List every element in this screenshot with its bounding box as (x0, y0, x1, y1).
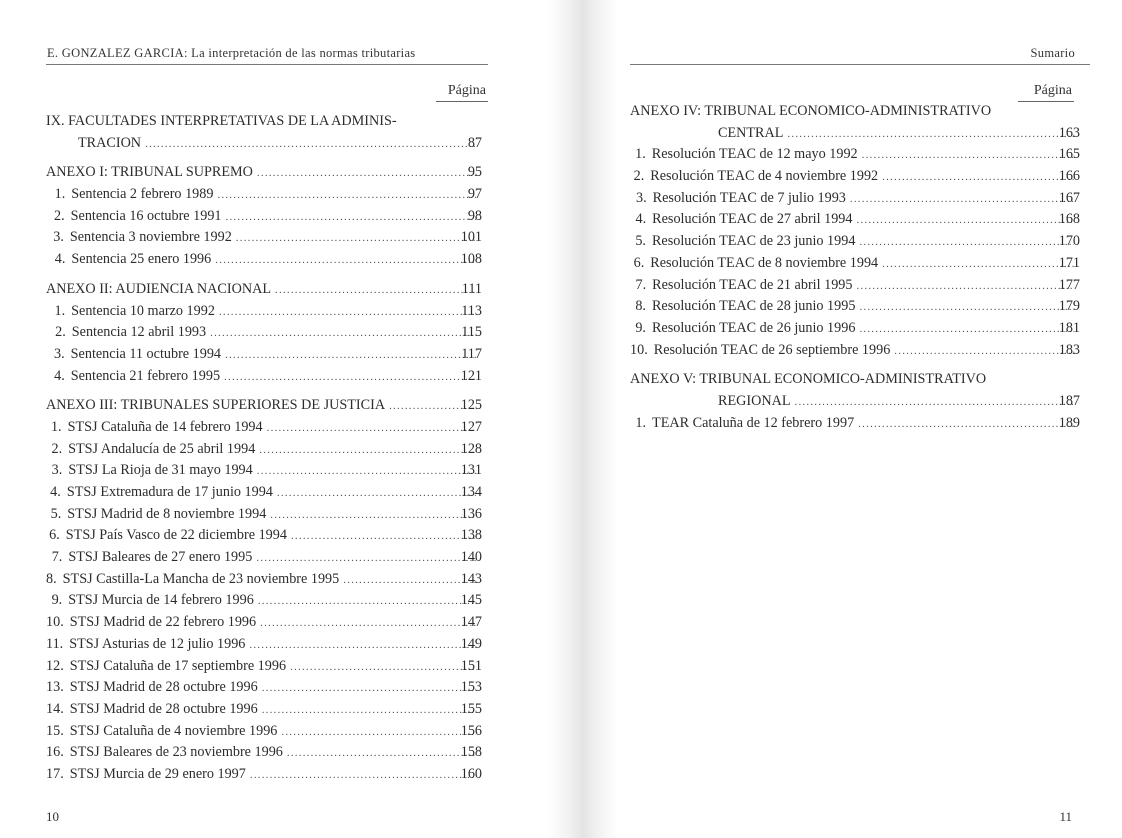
toc-entry (46, 439, 482, 461)
toc-entry-label: STSJ Madrid de 22 febrero 1996 (69, 614, 257, 631)
toc-entry-label: STSJ Castilla-La Mancha de 23 noviembre 1995 (62, 570, 340, 587)
toc-entry (46, 504, 482, 526)
toc-entry (630, 340, 1080, 362)
toc-anexo-iv (630, 123, 1080, 145)
toc-entry (46, 656, 482, 678)
toc-entry-label: CENTRAL (718, 124, 784, 141)
toc-entry-index: 1. (54, 302, 66, 319)
toc-entry-label: Resolución TEAC de 23 junio 1994 (651, 233, 856, 250)
toc-entry (630, 296, 1080, 318)
toc-entry (46, 525, 482, 547)
toc-entry-index: 7. (51, 549, 63, 566)
toc-entry-index: 5. (635, 233, 646, 250)
toc-entry-index: 5. (50, 505, 62, 522)
leader-dots (859, 319, 1074, 341)
left-page (0, 0, 548, 838)
leader-dots (210, 323, 476, 345)
leader-dots (249, 635, 476, 657)
toc-entry-page: 138 (460, 527, 482, 544)
toc-entry-index: 2. (53, 207, 65, 224)
toc-entry (630, 166, 1080, 188)
toc-entry-index: 2. (55, 324, 66, 341)
leader-dots (287, 743, 476, 765)
toc-entry-page: 97 (467, 186, 482, 203)
toc-entry-label: STSJ Extremadura de 17 junio 1994 (66, 484, 273, 500)
leader-dots (262, 700, 476, 722)
leader-dots (236, 228, 476, 250)
leader-dots (290, 657, 476, 679)
toc-entry-index: 3. (636, 189, 647, 206)
toc-entry-page: 166 (1058, 168, 1080, 185)
toc-entry (46, 742, 482, 764)
toc-anexo-v (630, 391, 1080, 413)
toc-entry-index: 1. (54, 186, 66, 203)
toc-entry (46, 206, 482, 228)
toc-entry-label: Resolución TEAC de 12 mayo 1992 (651, 146, 858, 163)
toc-entry-index: 3. (53, 229, 64, 246)
toc-entry (46, 547, 482, 569)
toc-entry-label: Sentencia 25 enero 1996 (71, 251, 212, 268)
leader-dots (259, 440, 476, 462)
toc-entry-label: STSJ País Vasco de 22 diciembre 1994 (65, 527, 287, 544)
leader-dots (270, 505, 476, 527)
toc-entry (630, 413, 1080, 435)
leader-dots (257, 163, 476, 185)
toc-entry-label: STSJ Madrid de 28 octubre 1996 (69, 700, 258, 717)
toc-entry (630, 231, 1080, 253)
toc-entry-page: 170 (1058, 233, 1080, 250)
leader-dots (856, 276, 1074, 298)
running-head: Sumario (1030, 46, 1075, 60)
toc-entry-label: Sentencia 11 octubre 1994 (70, 345, 222, 362)
toc-entry-page: 127 (460, 418, 482, 435)
toc-anexo-ii-items (46, 301, 482, 388)
pagina-rule (436, 101, 488, 102)
toc-entry-index: 6. (49, 527, 60, 544)
leader-dots (859, 297, 1074, 319)
toc-entry-label: Resolución TEAC de 26 septiembre 1996 (653, 341, 891, 358)
toc-entry-page: 113 (461, 302, 482, 319)
toc-entry-index: 1. (635, 146, 646, 163)
toc-entry (630, 209, 1080, 231)
leader-dots (856, 210, 1074, 232)
toc-entry-index: 10. (46, 614, 64, 631)
toc-entry-label: Sentencia 10 marzo 1992 (71, 302, 215, 319)
toc-entry-index: 2. (51, 440, 63, 457)
toc-entry-label: Sentencia 12 abril 1993 (71, 324, 207, 341)
toc-anexo-iii (46, 395, 482, 417)
right-page (618, 0, 1122, 838)
leader-dots (858, 414, 1074, 436)
toc-entry-page: 179 (1058, 298, 1080, 315)
toc-entry-page: 187 (1058, 392, 1080, 409)
toc-left (46, 111, 482, 786)
toc-entry-label: STSJ Murcia de 29 enero 1997 (69, 765, 246, 782)
toc-entry-index: 8. (635, 298, 646, 315)
toc-chapter-ix-line1: IX. FACULTADES INTERPRETATIVAS DE LA ADMINIS- (46, 113, 397, 129)
toc-entry-page: 156 (460, 722, 482, 739)
toc-entry-page: 153 (460, 679, 482, 696)
toc-entry (46, 764, 482, 786)
leader-dots (219, 302, 476, 324)
toc-entry-index: 15. (46, 722, 64, 739)
toc-entry-label: TEAR Cataluña de 12 febrero 1997 (652, 414, 855, 431)
pagina-label: Página (1033, 83, 1072, 98)
toc-entry-page: 171 (1058, 254, 1080, 271)
toc-anexo-i-items (46, 184, 482, 271)
toc-entry (630, 318, 1080, 340)
leader-dots (262, 678, 476, 700)
toc-entry (46, 721, 482, 743)
toc-entry-index: 9. (51, 592, 63, 609)
leader-dots (260, 613, 476, 635)
toc-anexo-i (46, 162, 482, 184)
toc-entry (46, 590, 482, 612)
toc-entry-label: Sentencia 21 febrero 1995 (70, 367, 221, 384)
toc-entry-index: 2. (633, 168, 645, 185)
leader-dots (250, 765, 476, 787)
toc-entry-index: 14. (46, 700, 64, 717)
page-number: 11 (1059, 809, 1072, 824)
toc-entry (46, 569, 482, 591)
toc-entry (46, 366, 482, 388)
toc-entry-label: Resolución TEAC de 7 julio 1993 (652, 189, 846, 206)
leader-dots (267, 418, 476, 440)
toc-anexo-v-line1: ANEXO V: TRIBUNAL ECONOMICO-ADMINISTRATIVO (630, 371, 987, 388)
toc-entry-page: 165 (1058, 146, 1080, 163)
toc-anexo-iii-items (46, 417, 482, 786)
leader-dots (256, 548, 476, 570)
toc-entry-label: Resolución TEAC de 28 junio 1995 (651, 298, 856, 315)
leader-dots (862, 145, 1074, 167)
toc-entry-label: Sentencia 16 octubre 1991 (70, 207, 222, 224)
toc-entry-index: 3. (51, 462, 63, 479)
toc-entry-page: 183 (1058, 341, 1080, 358)
toc-section-title: ANEXO III: TRIBUNALES SUPERIORES DE JUSTICIA (46, 397, 386, 414)
toc-entry-label: STSJ Madrid de 28 octubre 1996 (69, 679, 258, 696)
toc-entry (46, 227, 482, 249)
toc-entry-page: 111 (461, 280, 482, 297)
toc-entry-label: STSJ Baleares de 27 enero 1995 (68, 549, 253, 566)
toc-entry-page: 115 (461, 324, 482, 341)
toc-entry-page: 181 (1058, 319, 1080, 336)
toc-entry (630, 188, 1080, 210)
toc-entry-page: 95 (467, 164, 482, 181)
leader-dots (795, 392, 1074, 414)
toc-entry-index: 1. (635, 414, 647, 431)
toc-entry-index: 17. (46, 765, 64, 782)
leader-dots (258, 591, 476, 613)
toc-entry-label: REGIONAL (718, 392, 791, 409)
toc-entry-page: 155 (460, 700, 482, 717)
toc-entry-index: 16. (46, 744, 64, 761)
toc-entry-label: STSJ Andalucía de 25 abril 1994 (68, 440, 256, 457)
toc-entry-label: STSJ Madrid de 8 noviembre 1994 (67, 505, 267, 522)
leader-dots (343, 570, 476, 592)
toc-entry-page: 131 (460, 462, 482, 479)
toc-entry-page: 168 (1058, 211, 1080, 228)
toc-entry (46, 184, 482, 206)
toc-entry-page: 149 (460, 635, 482, 652)
toc-entry-index: 11. (46, 635, 64, 652)
toc-entry (630, 144, 1080, 166)
toc-entry-label: Sentencia 2 febrero 1989 (71, 186, 214, 203)
toc-entry (46, 344, 482, 366)
leader-dots (224, 367, 476, 389)
toc-entry-page: 87 (467, 134, 482, 151)
toc-entry-page: 136 (460, 505, 482, 522)
toc-entry (46, 699, 482, 721)
leader-dots (257, 461, 476, 483)
leader-dots (275, 280, 476, 302)
toc-entry-page: 160 (460, 765, 482, 782)
toc-entry (630, 253, 1080, 275)
toc-anexo-ii (46, 279, 482, 301)
toc-entry (46, 322, 482, 344)
toc-entry-page: 108 (460, 251, 482, 268)
toc-entry (46, 612, 482, 634)
toc-entry-index: 7. (635, 276, 647, 293)
toc-entry-index: 9. (635, 319, 646, 336)
toc-entry-page: 167 (1058, 189, 1080, 206)
toc-section-title: ANEXO I: TRIBUNAL SUPREMO (46, 164, 253, 181)
running-head: E. GONZALEZ GARCIA: La interpretación de las normas tributarias (47, 46, 416, 60)
toc-entry-label: STSJ Cataluña de 17 septiembre 1996 (69, 657, 287, 674)
toc-entry-page: 177 (1058, 276, 1080, 293)
leader-dots (291, 526, 476, 548)
toc-anexo-v-items (630, 413, 1080, 435)
leader-dots (215, 250, 476, 272)
toc-entry-page: 125 (460, 397, 482, 414)
leader-dots (145, 134, 476, 156)
toc-entry-index: 8. (46, 570, 57, 587)
leader-dots (281, 722, 476, 744)
toc-entry-label: STSJ Cataluña de 14 febrero 1994 (67, 418, 263, 435)
toc-entry-page: 163 (1058, 124, 1080, 141)
toc-entry-page: 147 (460, 614, 482, 631)
toc-entry-label: STSJ La Rioja de 31 mayo 1994 (68, 462, 253, 479)
toc-entry-label: STSJ Murcia de 14 febrero 1996 (68, 592, 254, 609)
leader-dots (882, 254, 1074, 276)
toc-entry (46, 460, 482, 482)
toc-entry-page: 189 (1058, 414, 1080, 431)
toc-entry-index: 4. (54, 251, 66, 268)
leader-dots (894, 341, 1074, 363)
toc-entry-index: 1. (50, 418, 62, 435)
toc-entry (46, 301, 482, 323)
toc-entry-label: STSJ Cataluña de 4 noviembre 1996 (69, 722, 278, 739)
toc-entry-index: 3. (54, 345, 65, 362)
toc-entry-index: 4. (635, 211, 647, 228)
toc-entry-label: Resolución TEAC de 26 junio 1996 (651, 319, 856, 336)
book-gutter (548, 0, 618, 838)
toc-entry-label: Sentencia 3 noviembre 1992 (69, 229, 232, 246)
leader-dots (787, 124, 1074, 146)
toc-entry-label: STSJ Baleares de 23 noviembre 1996 (69, 744, 283, 761)
toc-entry-index: 12. (46, 657, 64, 674)
toc-entry-page: 134 (460, 484, 482, 500)
toc-entry-index: 13. (46, 679, 64, 696)
leader-dots (225, 345, 476, 367)
toc-entry (46, 634, 482, 656)
leader-dots (217, 185, 476, 207)
toc-entry-page: 101 (460, 229, 482, 246)
toc-entry-page: 121 (460, 367, 482, 384)
toc-entry-page: 151 (460, 657, 482, 674)
toc-entry (630, 275, 1080, 297)
toc-anexo-iv-items (630, 144, 1080, 361)
toc-entry-label: Resolución TEAC de 27 abril 1994 (652, 211, 853, 228)
toc-entry-label: Resolución TEAC de 4 noviembre 1992 (650, 168, 879, 185)
leader-dots (226, 207, 476, 229)
toc-entry-page: 98 (467, 207, 482, 224)
toc-entry-index: 10. (630, 341, 648, 358)
header-rule (630, 64, 1090, 65)
toc-section-title: ANEXO II: AUDIENCIA NACIONAL (46, 280, 272, 297)
toc-chapter-ix (46, 133, 482, 155)
toc-entry-page: 158 (460, 744, 482, 761)
toc-entry (46, 417, 482, 439)
toc-entry-label: Resolución TEAC de 8 noviembre 1994 (650, 254, 879, 271)
toc-entry (46, 482, 482, 504)
toc-entry-index: 4. (50, 484, 61, 500)
toc-entry-page: 117 (461, 345, 482, 362)
toc-entry-index: 4. (54, 367, 65, 384)
header-rule (46, 64, 488, 65)
leader-dots (277, 483, 476, 505)
toc-entry-page: 145 (460, 592, 482, 609)
toc-entry-page: 128 (460, 440, 482, 457)
page-number: 10 (46, 809, 59, 824)
toc-entry-page: 143 (460, 570, 482, 587)
toc-entry-index: 6. (633, 254, 645, 271)
toc-entry (46, 249, 482, 271)
leader-dots (859, 232, 1074, 254)
leader-dots (882, 167, 1074, 189)
toc-entry-label: TRACION (78, 134, 142, 151)
pagina-label: Página (447, 83, 486, 98)
toc-right (630, 101, 1080, 434)
leader-dots (850, 189, 1074, 211)
toc-entry-label: Resolución TEAC de 21 abril 1995 (652, 276, 853, 293)
toc-entry-label: STSJ Asturias de 12 julio 1996 (69, 635, 246, 652)
toc-entry-page: 140 (460, 549, 482, 566)
toc-anexo-iv-line1: ANEXO IV: TRIBUNAL ECONOMICO-ADMINISTRATIVO (630, 103, 992, 119)
toc-entry (46, 677, 482, 699)
